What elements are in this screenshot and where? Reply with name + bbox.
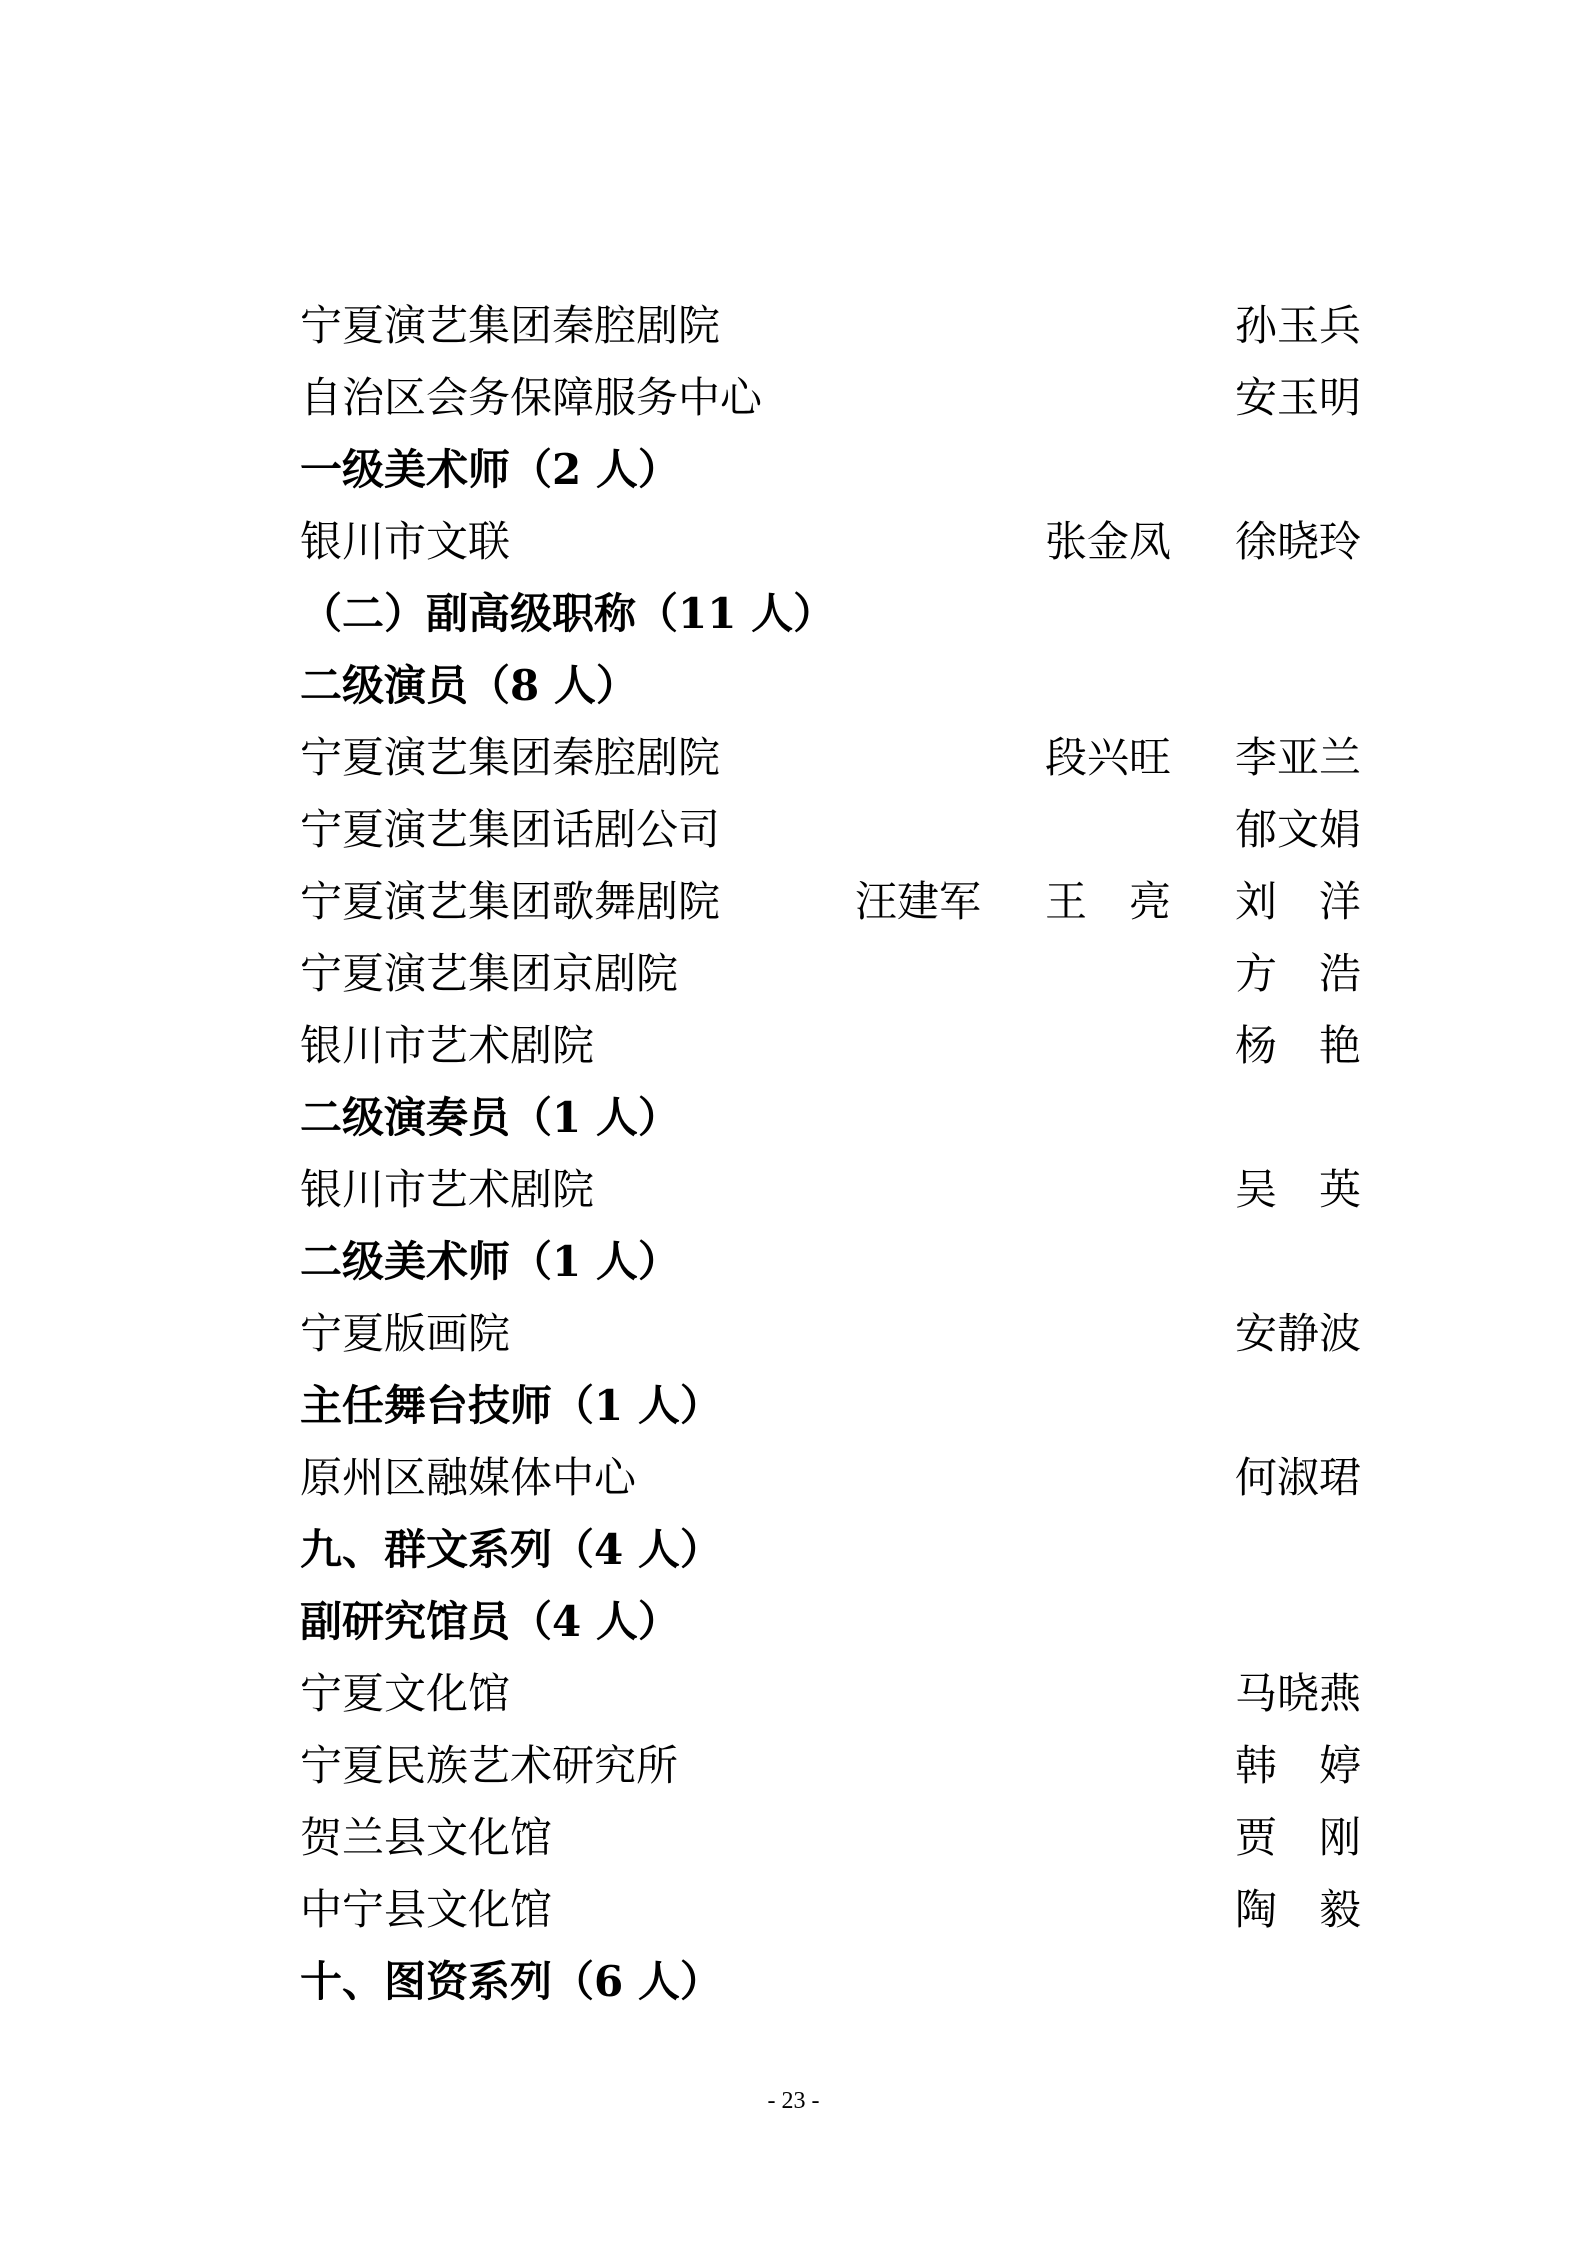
- person-name: 吴 英: [1235, 1165, 1362, 1214]
- person-name: 韩 婷: [1235, 1741, 1362, 1790]
- organization-name: 宁夏演艺集团歌舞剧院: [300, 877, 721, 926]
- person-name: 郁文娟: [1235, 805, 1362, 854]
- person-name: 方 浩: [1235, 949, 1362, 998]
- category-heading: 二级演员（8 人）: [300, 661, 638, 710]
- section-heading: （二）副高级职称（11 人）: [300, 589, 836, 638]
- organization-name: 宁夏文化馆: [300, 1669, 511, 1718]
- section-heading: 十、图资系列（6 人）: [300, 1957, 722, 2006]
- list-item: [300, 506, 1380, 578]
- page-number: - 23 -: [767, 2088, 820, 2114]
- list-item: [300, 1298, 1380, 1370]
- organization-name: 宁夏版画院: [300, 1309, 511, 1358]
- organization-name: 宁夏演艺集团秦腔剧院: [300, 301, 721, 350]
- organization-name: 原州区融媒体中心: [300, 1453, 637, 1502]
- person-name: 杨 艳: [1235, 1021, 1362, 1070]
- person-name: 贾 刚: [1235, 1813, 1362, 1862]
- list-item: [300, 866, 1380, 938]
- person-name: 安玉明: [1235, 373, 1362, 422]
- section-heading: 九、群文系列（4 人）: [300, 1525, 722, 1574]
- organization-name: 宁夏民族艺术研究所: [300, 1741, 679, 1790]
- list-item: [300, 794, 1380, 866]
- person-name: 陶 毅: [1235, 1885, 1362, 1934]
- person-name: 孙玉兵: [1235, 301, 1362, 350]
- organization-name: 银川市文联: [300, 517, 511, 566]
- list-item: [300, 1730, 1380, 1802]
- person-name: 李亚兰: [1235, 733, 1362, 782]
- category-heading: 副研究馆员（4 人）: [300, 1597, 680, 1646]
- category-heading: 主任舞台技师（1 人）: [300, 1381, 722, 1430]
- person-name: 王 亮: [1045, 877, 1172, 926]
- list-item: [300, 1658, 1380, 1730]
- organization-name: 宁夏演艺集团秦腔剧院: [300, 733, 721, 782]
- list-item: [300, 1802, 1380, 1874]
- person-name: 张金凤: [1045, 517, 1172, 566]
- category-heading: 一级美术师（2 人）: [300, 445, 680, 494]
- organization-name: 中宁县文化馆: [300, 1885, 553, 1934]
- person-name: 何淑珺: [1235, 1453, 1362, 1502]
- organization-name: 宁夏演艺集团话剧公司: [300, 805, 721, 854]
- list-item: [300, 722, 1380, 794]
- list-item: [300, 1154, 1380, 1226]
- list-item: [300, 938, 1380, 1010]
- person-name: 刘 洋: [1235, 877, 1362, 926]
- list-item: [300, 1442, 1380, 1514]
- list-item: [300, 290, 1380, 362]
- person-name: 徐晓玲: [1235, 517, 1362, 566]
- person-name: 汪建军: [855, 877, 982, 926]
- organization-name: 银川市艺术剧院: [300, 1021, 595, 1070]
- list-item: [300, 362, 1380, 434]
- organization-name: 自治区会务保障服务中心: [300, 373, 763, 422]
- document-body: [300, 290, 1380, 2018]
- person-name: 马晓燕: [1235, 1669, 1362, 1718]
- organization-name: 贺兰县文化馆: [300, 1813, 553, 1862]
- list-item: [300, 1010, 1380, 1082]
- person-name: 安静波: [1235, 1309, 1362, 1358]
- list-item: [300, 1874, 1380, 1946]
- organization-name: 宁夏演艺集团京剧院: [300, 949, 679, 998]
- category-heading: 二级美术师（1 人）: [300, 1237, 680, 1286]
- person-name: 段兴旺: [1045, 733, 1172, 782]
- organization-name: 银川市艺术剧院: [300, 1165, 595, 1214]
- category-heading: 二级演奏员（1 人）: [300, 1093, 680, 1142]
